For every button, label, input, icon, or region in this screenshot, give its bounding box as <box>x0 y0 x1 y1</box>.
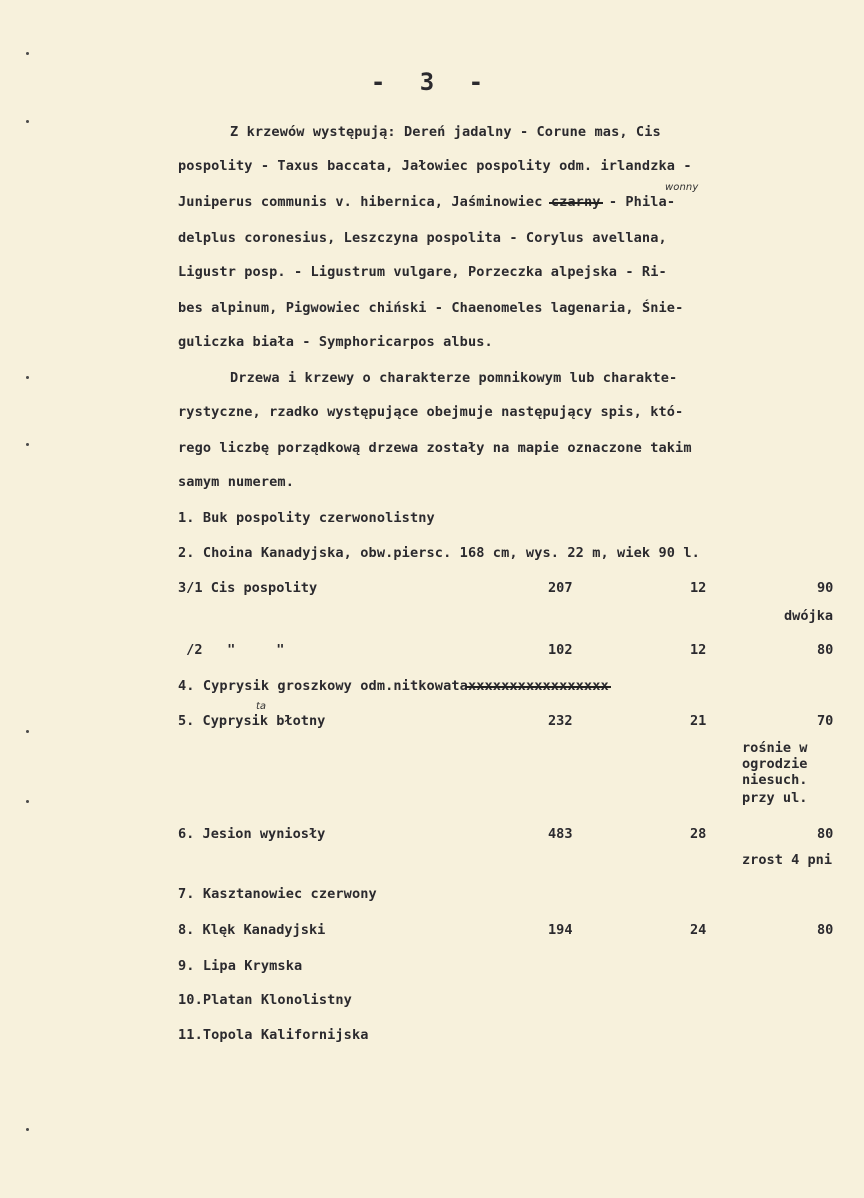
tree-name: 4. Cyprysik groszkowy odm.nitkowata <box>178 678 468 694</box>
tree-item: 9. Lipa Krymska <box>178 958 303 974</box>
age-value: 90 <box>817 580 834 596</box>
height-value: 21 <box>690 713 707 729</box>
intro-line: Ligustr posp. - Ligustrum vulgare, Porzeczka alpejska - Ri- <box>178 264 667 280</box>
tree-item: 10.Platan Klonolistny <box>178 992 352 1008</box>
tree-note: ogrodzie <box>742 756 808 772</box>
girth-value: 232 <box>548 713 573 729</box>
intro-line: guliczka biała - Symphoricarpos albus. <box>178 334 493 350</box>
handwritten-insert: wonny <box>665 182 699 193</box>
tree-name: 8. Klęk Kanadyjski <box>178 922 326 938</box>
tree-item-row <box>0 922 864 944</box>
girth-value: 102 <box>548 642 573 658</box>
tree-note: przy ul. <box>742 790 808 806</box>
intro-line: delplus coronesius, Leszczyna pospolita - Corylus avellana, <box>178 230 667 246</box>
paragraph-line: rystyczne, rzadko występujące obejmuje następujący spis, któ- <box>178 404 684 420</box>
height-value: 12 <box>690 642 707 658</box>
paragraph-line: Drzewa i krzewy o charakterze pomnikowym lub charakte- <box>230 370 678 386</box>
intro-line: Z krzewów występują: Dereń jadalny - Corune mas, Cis <box>230 124 661 140</box>
page-number: - 3 - <box>370 68 494 96</box>
struck-word: czarny <box>550 194 601 210</box>
age-value: 80 <box>817 642 834 658</box>
punch-hole-mark <box>26 120 29 123</box>
tree-name: 6. Jesion wyniosły <box>178 826 326 842</box>
tree-note: dwójka <box>784 608 834 624</box>
punch-hole-mark <box>26 376 29 379</box>
tree-item-row <box>0 701 864 735</box>
handwritten-insert: ta <box>256 701 267 712</box>
tree-note: rośnie w <box>742 740 808 756</box>
age-value: 70 <box>817 713 834 729</box>
girth-value: 194 <box>548 922 573 938</box>
tree-name: /2 " " <box>178 642 285 658</box>
girth-value: 483 <box>548 826 573 842</box>
tree-note: niesuch. <box>742 772 808 788</box>
paragraph-line: rego liczbę porządkową drzewa zostały na mapie oznaczone takim <box>178 440 692 456</box>
tree-item: 2. Choina Kanadyjska, obw.piersc. 168 cm, wys. 22 m, wiek 90 l. <box>178 545 700 561</box>
intro-line-text: bes alpinum, Pigwowiec chiński - Chaenomeles lagenaria, <box>178 300 634 316</box>
intro-line: pospolity - Taxus baccata, Jałowiec pospolity odm. irlandzka - <box>178 158 692 174</box>
tree-item-row <box>0 580 864 602</box>
height-value: 12 <box>690 580 707 596</box>
tree-name: 5. Cyprysik błotny <box>178 713 326 729</box>
height-value: 24 <box>690 922 707 938</box>
age-value: 80 <box>817 922 834 938</box>
tree-item: 1. Buk pospolity czerwonolistny <box>178 510 435 526</box>
height-value: 28 <box>690 826 707 842</box>
intro-line <box>178 182 838 210</box>
intro-line <box>178 300 838 316</box>
tree-item: 11.Topola Kalifornijska <box>178 1027 369 1043</box>
tree-item-row <box>0 642 864 664</box>
punch-hole-mark <box>26 52 29 55</box>
tree-note: zrost 4 pni <box>742 852 833 868</box>
tree-item-row <box>0 826 864 848</box>
intro-line-tail: - Phila- <box>608 194 676 210</box>
punch-hole-mark <box>26 443 29 446</box>
struck-text: xxxxxxxxxxxxxxxxx <box>467 678 609 694</box>
tree-item: 7. Kasztanowiec czerwony <box>178 886 377 902</box>
tree-item <box>178 678 838 694</box>
punch-hole-mark <box>26 800 29 803</box>
intro-line-text: Juniperus communis v. hibernica, Jaśminowiec <box>178 194 543 210</box>
punch-hole-mark <box>26 1128 29 1131</box>
girth-value: 207 <box>548 580 573 596</box>
tree-name: 3/1 Cis pospolity <box>178 580 318 596</box>
handwritten-insert: Śnie- <box>641 300 684 316</box>
age-value: 80 <box>817 826 834 842</box>
paragraph-line: samym numerem. <box>178 474 294 490</box>
